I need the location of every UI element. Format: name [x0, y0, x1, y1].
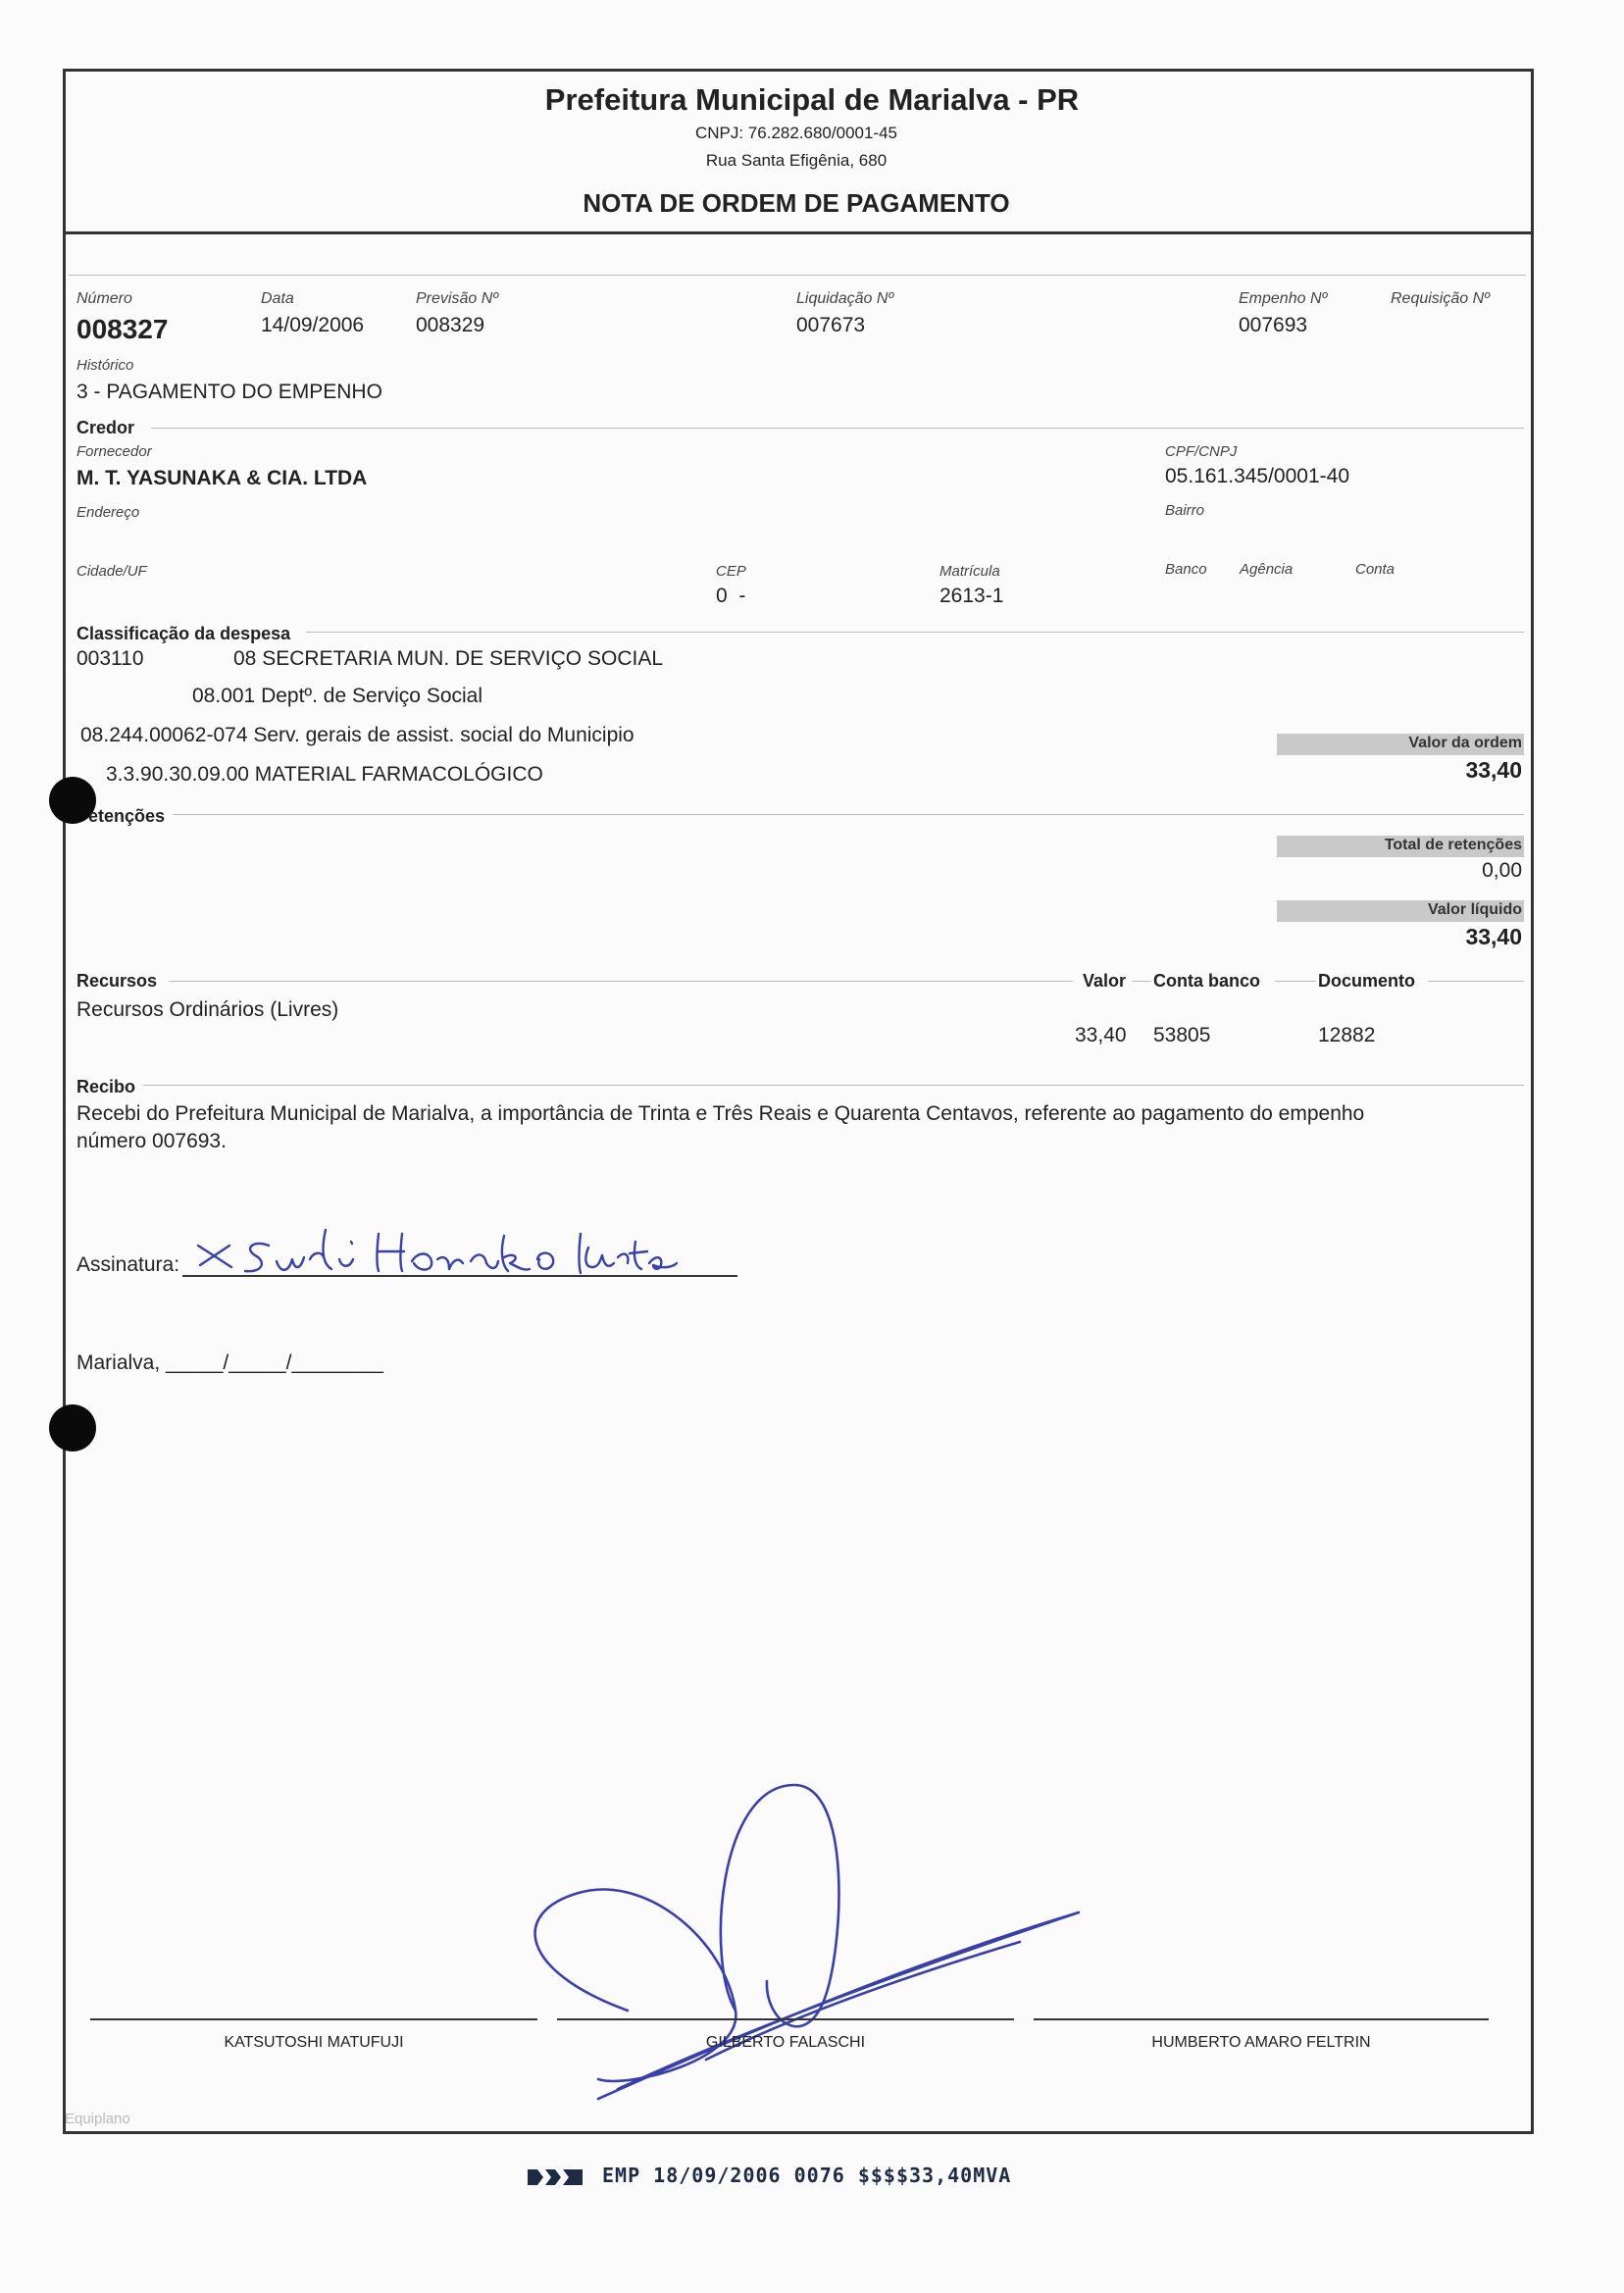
agencia-label: Agência	[1240, 561, 1294, 578]
matricula-label: Matrícula	[939, 563, 1000, 580]
stamp-logo-icon	[526, 2166, 584, 2189]
previsao-label: Previsão Nº	[416, 290, 499, 307]
recibo-text-line2: número 007693.	[76, 1130, 227, 1152]
empenho-value: 007693	[1239, 314, 1308, 336]
total-retencoes-value: 0,00	[1482, 859, 1522, 882]
valor-liquido-value: 33,40	[1465, 924, 1522, 949]
recursos-rule-2	[1132, 981, 1151, 982]
historico-label: Histórico	[76, 357, 134, 374]
local-date: Marialva, _____/_____/________	[76, 1351, 383, 1374]
recibo-section-title: Recibo	[76, 1077, 136, 1096]
banco-label: Banco	[1165, 561, 1207, 578]
signature-line-1	[90, 2018, 537, 2020]
matricula-value: 2613-1	[939, 585, 1004, 607]
numero-label: Número	[76, 290, 132, 307]
conta-label: Conta	[1355, 561, 1396, 578]
valor-ordem-value: 33,40	[1465, 757, 1522, 783]
retencoes-rule	[173, 814, 1524, 815]
data-label: Data	[261, 290, 294, 307]
recursos-rule-3	[1275, 981, 1316, 982]
recursos-conta-label: Conta banco	[1153, 971, 1261, 991]
signature-line-3	[1034, 2018, 1489, 2020]
previsao-value: 008329	[416, 314, 485, 336]
valor-ordem-bar	[1277, 734, 1524, 755]
signature-line-2	[557, 2018, 1014, 2020]
classificacao-section-title: Classificação da despesa	[76, 624, 291, 643]
classificacao-orgao: 08 SECRETARIA MUN. DE SERVIÇO SOCIAL	[233, 647, 664, 670]
software-label: Equiplano	[65, 2111, 130, 2127]
classificacao-rule	[306, 632, 1524, 633]
historico-value: 3 - PAGAMENTO DO EMPENHO	[76, 381, 382, 403]
payment-stamp: EMP 18/09/2006 0076 $$$$33,40MVA	[602, 2164, 1012, 2187]
recursos-valor-label: Valor	[1083, 971, 1127, 991]
info-top-rule	[69, 275, 1526, 276]
recursos-conta: 53805	[1153, 1024, 1211, 1046]
empenho-label: Empenho Nº	[1239, 290, 1328, 307]
requisicao-label: Requisição Nº	[1391, 290, 1490, 307]
page-title: Prefeitura Municipal de Marialva - PR	[544, 82, 1080, 117]
classificacao-code: 003110	[76, 647, 144, 670]
fornecedor-value: M. T. YASUNAKA & CIA. LTDA	[76, 467, 368, 489]
punch-hole	[49, 1404, 96, 1452]
recursos-rule	[169, 981, 1073, 982]
cep-label: CEP	[716, 563, 746, 580]
fornecedor-label: Fornecedor	[76, 443, 152, 460]
header-cnpj: CNPJ: 76.282.680/0001-45	[694, 124, 898, 142]
large-handwritten-signature	[510, 1765, 1098, 2118]
cpf-label: CPF/CNPJ	[1165, 443, 1238, 460]
classificacao-elemento: 3.3.90.30.09.00 MATERIAL FARMACOLÓGICO	[106, 763, 543, 786]
valor-ordem-label: Valor da ordem	[1408, 735, 1522, 751]
credor-section-title: Credor	[76, 418, 135, 437]
signatory-2: GILBERTO FALASCHI	[705, 2034, 866, 2051]
total-retencoes-bar	[1277, 836, 1524, 857]
recursos-valor: 33,40	[1075, 1024, 1127, 1046]
numero-value: 008327	[76, 314, 169, 344]
retencoes-section-title: etenções	[88, 806, 166, 826]
handwritten-signature	[186, 1222, 696, 1285]
valor-liquido-bar	[1277, 900, 1524, 922]
credor-rule	[151, 428, 1524, 429]
bairro-label: Bairro	[1165, 502, 1205, 519]
recursos-documento-label: Documento	[1318, 971, 1415, 991]
recibo-text-line1: Recebi do Prefeitura Municipal de Marialva, a importância de Trinta e Três Reais e Quarenta Centavos, referente ao pagamento do empenho	[76, 1102, 1365, 1125]
recibo-rule	[143, 1085, 1524, 1086]
data-value: 14/09/2006	[261, 314, 365, 336]
classificacao-programa: 08.244.00062-074 Serv. gerais de assist. social do Municipio	[80, 724, 634, 746]
classificacao-unidade: 08.001 Deptº. de Serviço Social	[192, 685, 483, 707]
endereco-label: Endereço	[76, 504, 140, 521]
total-retencoes-label: Total de retenções	[1384, 837, 1522, 853]
recursos-section-title: Recursos	[76, 971, 158, 991]
document-type-title: NOTA DE ORDEM DE PAGAMENTO	[583, 188, 1010, 218]
recursos-documento: 12882	[1318, 1024, 1376, 1046]
liquidacao-label: Liquidação Nº	[796, 290, 894, 307]
cpf-value: 05.161.345/0001-40	[1165, 465, 1350, 487]
header-divider	[63, 231, 1534, 234]
cidade-label: Cidade/UF	[76, 563, 147, 580]
cep-value: 0 -	[716, 585, 746, 607]
assinatura-label: Assinatura:	[76, 1253, 180, 1276]
liquidacao-value: 007673	[796, 314, 866, 336]
valor-liquido-label: Valor líquido	[1427, 901, 1522, 918]
recursos-descricao: Recursos Ordinários (Livres)	[76, 998, 339, 1021]
header-address: Rua Santa Efigênia, 680	[705, 151, 888, 170]
signatory-1: KATSUTOSHI MATUFUJI	[224, 2034, 404, 2051]
signatory-3: HUMBERTO AMARO FELTRIN	[1151, 2034, 1371, 2051]
recursos-rule-4	[1428, 981, 1524, 982]
